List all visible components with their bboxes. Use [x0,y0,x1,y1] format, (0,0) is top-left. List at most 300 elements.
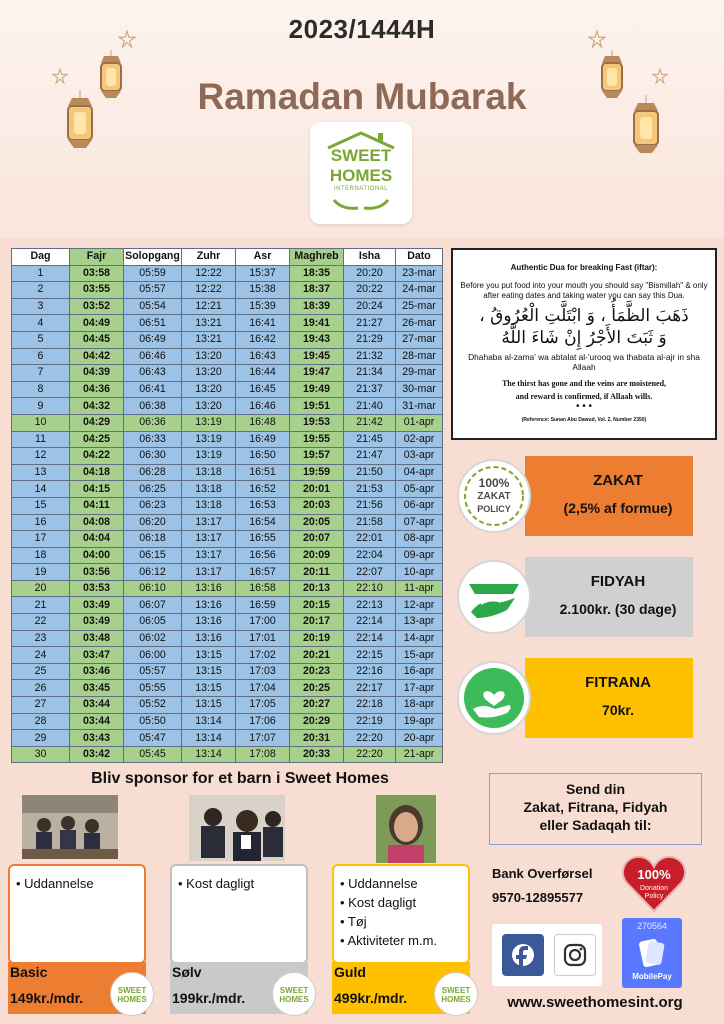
bowl-hand-icon [457,560,531,634]
table-cell: 6 [12,348,70,365]
table-cell: 16:43 [236,348,290,365]
table-cell: 03:44 [70,697,124,714]
table-cell: 23-mar [396,265,443,282]
table-cell: 17 [12,531,70,548]
table-cell: 03:56 [70,564,124,581]
table-cell: 03:53 [70,580,124,597]
zakat-badge-pct: 100% [478,476,510,490]
table-cell: 06:38 [124,398,182,415]
table-cell: 05-apr [396,481,443,498]
table-cell: 06:20 [124,514,182,531]
table-cell: 21:45 [344,431,396,448]
table-cell: 22:20 [344,730,396,747]
website-link[interactable]: www.sweethomesint.org [507,994,683,1011]
table-cell: 19:57 [290,448,344,465]
table-cell: 10 [12,414,70,431]
table-cell: 21:29 [344,331,396,348]
table-cell: 21:40 [344,398,396,415]
table-cell: 13:18 [182,481,236,498]
send-donation-box [489,773,702,845]
dua-translation-line: and reward is confirmed, if Allaah wills. [515,392,653,401]
table-cell: 20:03 [290,497,344,514]
tier-price: 199kr./mdr. [172,990,246,1006]
table-row [12,547,443,564]
sweet-homes-mini-logo [434,972,478,1016]
table-cell: 11 [12,431,70,448]
table-cell: 16:42 [236,331,290,348]
column-header: Maghreb [290,249,344,266]
policy-line: Policy [644,893,664,900]
table-cell: 20:05 [290,514,344,531]
column-header: Isha [344,249,396,266]
zakat-badge-policy: POLICY [477,504,511,514]
table-cell: 16:45 [236,381,290,398]
social-links [492,924,602,986]
table-cell: 04:39 [70,365,124,382]
table-cell: 19:49 [290,381,344,398]
facebook-icon[interactable] [502,934,544,976]
table-cell: 25 [12,663,70,680]
table-cell: 13:19 [182,448,236,465]
gold-tier-card[interactable] [332,864,470,964]
table-cell: 16:59 [236,597,290,614]
column-header: Zuhr [182,249,236,266]
table-cell: 06:46 [124,348,182,365]
table-cell: 04:11 [70,497,124,514]
dua-arabic-line: ذَهَبَ الظَّمَأُ ، وَ ابْتَلَّتِ الْعُرُوقُ ، [479,306,689,326]
heart-hand-icon [457,661,531,735]
table-cell: 17:01 [236,630,290,647]
table-row [12,680,443,697]
table-row [12,647,443,664]
table-cell: 20:09 [290,547,344,564]
table-cell: 21:32 [344,348,396,365]
table-cell: 13:17 [182,564,236,581]
fitrana-stripe [525,658,693,738]
table-cell: 9 [12,398,70,415]
mobilepay-icon [638,936,666,968]
bank-account[interactable]: 9570-12895577 [492,890,584,905]
tier-item: • Uddannelse [16,876,94,891]
sweet-homes-logo [310,122,412,224]
table-cell: 13:15 [182,697,236,714]
table-row [12,597,443,614]
girl-photo [376,795,436,863]
table-cell: 13:16 [182,597,236,614]
table-cell: 03:52 [70,298,124,315]
table-cell: 8 [12,381,70,398]
basic-tier-card[interactable] [8,864,146,964]
fidyah-label: FIDYAH [590,573,646,590]
table-cell: 21:50 [344,464,396,481]
table-cell: 15:38 [236,282,290,299]
fitrana-label: FITRANA [585,674,651,691]
year-title: 2023/1444H [288,14,436,44]
table-cell: 16:57 [236,564,290,581]
dua-translation-line: The thirst has gone and the veins are moistened, [501,379,667,388]
table-row [12,746,443,763]
table-cell: 30 [12,746,70,763]
table-cell: 13:19 [182,414,236,431]
table-cell: 01-apr [396,414,443,431]
table-cell: 04:15 [70,481,124,498]
table-cell: 04:04 [70,531,124,548]
table-cell: 20:20 [344,265,396,282]
table-cell: 13:20 [182,348,236,365]
table-cell: 13:16 [182,580,236,597]
schoolboys-photo [189,795,285,861]
table-cell: 10-apr [396,564,443,581]
table-cell: 03:42 [70,746,124,763]
table-cell: 03:44 [70,713,124,730]
table-cell: 22:19 [344,713,396,730]
table-cell: 19:55 [290,431,344,448]
table-cell: 17:03 [236,663,290,680]
table-cell: 03-apr [396,448,443,465]
table-cell: 20:19 [290,630,344,647]
tier-price: 149kr./mdr. [10,990,84,1006]
table-row [12,381,443,398]
table-cell: 31-mar [396,398,443,415]
table-header-row [12,249,443,266]
table-cell: 15-apr [396,647,443,664]
table-cell: 03:49 [70,614,124,631]
table-cell: 5 [12,331,70,348]
table-cell: 20:29 [290,713,344,730]
table-cell: 06:41 [124,381,182,398]
table-cell: 21-apr [396,746,443,763]
table-cell: 19:53 [290,414,344,431]
table-row [12,630,443,647]
table-cell: 22:10 [344,580,396,597]
table-cell: 17:08 [236,746,290,763]
table-cell: 19:41 [290,315,344,332]
table-cell: 04:29 [70,414,124,431]
table-cell: 06:12 [124,564,182,581]
table-cell: 06:18 [124,531,182,548]
table-cell: 22:16 [344,663,396,680]
table-cell: 18:37 [290,282,344,299]
table-cell: 21:37 [344,381,396,398]
table-cell: 16:46 [236,398,290,415]
table-row [12,315,443,332]
table-cell: 20:27 [290,697,344,714]
table-cell: 17-apr [396,680,443,697]
logo-text-international: INTERNATIONAL [333,186,389,192]
table-cell: 06:02 [124,630,182,647]
table-row [12,348,443,365]
table-cell: 06:51 [124,315,182,332]
table-cell: 20:25 [290,680,344,697]
table-cell: 16:51 [236,464,290,481]
table-cell: 06:00 [124,647,182,664]
table-cell: 19:59 [290,464,344,481]
table-cell: 21 [12,597,70,614]
table-cell: 22:15 [344,647,396,664]
table-cell: 13:20 [182,365,236,382]
table-cell: 20:13 [290,580,344,597]
table-row [12,414,443,431]
zakat-label: ZAKAT [593,472,643,489]
table-cell: 2 [12,282,70,299]
table-cell: 22:13 [344,597,396,614]
table-cell: 06:33 [124,431,182,448]
table-row [12,481,443,498]
table-cell: 06:07 [124,597,182,614]
table-cell: 05:57 [124,663,182,680]
table-cell: 03:47 [70,647,124,664]
table-cell: 16:41 [236,315,290,332]
table-cell: 12:22 [182,265,236,282]
instagram-icon[interactable] [554,934,596,976]
iftar-dua-box [451,248,717,440]
tier-item: • Tøj [340,914,367,929]
table-cell: 17:06 [236,713,290,730]
table-row [12,331,443,348]
table-cell: 25-mar [396,298,443,315]
table-cell: 30-mar [396,381,443,398]
table-cell: 08-apr [396,531,443,548]
dua-reference: (Reference: Sunan Abu Dawud, Vol. 2, Number 2350) [521,417,647,423]
tier-item: • Uddannelse [340,876,418,891]
zakat-stripe [525,456,693,536]
table-cell: 19-apr [396,713,443,730]
table-cell: 04:00 [70,547,124,564]
table-cell: 28-mar [396,348,443,365]
table-cell: 21:47 [344,448,396,465]
fidyah-panel [453,557,693,637]
mobilepay-number: 270564 [636,921,668,931]
table-cell: 22:07 [344,564,396,581]
table-cell: 26 [12,680,70,697]
bank-transfer-info [492,862,592,910]
table-cell: 13 [12,464,70,481]
page-title: Ramadan Mubarak [197,76,527,117]
dua-translation [459,377,709,403]
table-cell: 02-apr [396,431,443,448]
table-row [12,564,443,581]
table-cell: 04:18 [70,464,124,481]
table-cell: 06:05 [124,614,182,631]
table-cell: 16:49 [236,431,290,448]
table-cell: 04:08 [70,514,124,531]
tier-item: • Kost dagligt [340,895,417,910]
table-cell: 22:20 [344,746,396,763]
table-cell: 06:36 [124,414,182,431]
dua-arabic-line: وَ ثَبَتَ الأَجْرُ إِنْ شَاءَ اللَّهُ [501,328,667,348]
table-row [12,398,443,415]
tier-item: • Aktiviteter m.m. [340,933,438,948]
table-cell: 03:58 [70,265,124,282]
table-cell: 16:56 [236,547,290,564]
table-cell: 12-apr [396,597,443,614]
table-cell: 16:58 [236,580,290,597]
table-cell: 06-apr [396,497,443,514]
table-row [12,448,443,465]
table-cell: 05:55 [124,680,182,697]
column-header: Dato [396,249,443,266]
table-cell: 16 [12,514,70,531]
fitrana-panel [453,658,693,738]
dua-title: Authentic Dua for breaking Fast (iftar): [510,263,658,272]
column-header: Solopgang [124,249,182,266]
tier-price: 499kr./mdr. [334,990,408,1006]
hands-icon [332,196,390,212]
table-cell: 14 [12,481,70,498]
table-cell: 04:49 [70,315,124,332]
table-cell: 17:02 [236,647,290,664]
tier-name: Guld [334,964,366,980]
table-cell: 7 [12,365,70,382]
table-cell: 05:57 [124,282,182,299]
table-cell: 13:15 [182,680,236,697]
table-cell: 27-mar [396,331,443,348]
table-row [12,614,443,631]
table-cell: 21:53 [344,481,396,498]
table-cell: 13:15 [182,663,236,680]
table-cell: 28 [12,713,70,730]
send-line: eller Sadaqah til: [539,817,652,833]
table-cell: 04:22 [70,448,124,465]
table-cell: 20:17 [290,614,344,631]
table-cell: 13:19 [182,431,236,448]
table-row [12,497,443,514]
sweet-homes-mini-logo [110,972,154,1016]
table-cell: 21:56 [344,497,396,514]
prayer-timetable [11,248,443,763]
table-cell: 1 [12,265,70,282]
table-row [12,697,443,714]
table-cell: 03:55 [70,282,124,299]
table-cell: 13:14 [182,713,236,730]
tier-name: Basic [10,964,48,980]
table-cell: 06:25 [124,481,182,498]
table-cell: 15:39 [236,298,290,315]
table-cell: 14-apr [396,630,443,647]
table-cell: 16:53 [236,497,290,514]
table-cell: 13:20 [182,381,236,398]
send-line: Zakat, Fitrana, Fidyah [523,799,668,815]
table-row [12,431,443,448]
table-cell: 13:17 [182,547,236,564]
table-row [12,265,443,282]
table-cell: 04:36 [70,381,124,398]
table-cell: 06:49 [124,331,182,348]
table-cell: 15 [12,497,70,514]
table-cell: 07-apr [396,514,443,531]
table-cell: 20:01 [290,481,344,498]
table-cell: 20-apr [396,730,443,747]
mobilepay-badge[interactable] [622,918,682,988]
zakat-badge-word: ZAKAT [477,491,511,502]
table-cell: 21:42 [344,414,396,431]
table-cell: 23 [12,630,70,647]
table-cell: 19:47 [290,365,344,382]
table-row [12,531,443,548]
table-cell: 15:37 [236,265,290,282]
table-cell: 05:50 [124,713,182,730]
table-cell: 29 [12,730,70,747]
table-cell: 22:14 [344,614,396,631]
heart-hand-graphic [459,663,529,733]
header-banner [0,0,724,238]
table-cell: 13:14 [182,730,236,747]
table-cell: 20:11 [290,564,344,581]
table-cell: 21:27 [344,315,396,332]
policy-pct: 100% [637,867,671,882]
send-line: Send din [565,781,626,797]
table-cell: 16:52 [236,481,290,498]
table-cell: 20:33 [290,746,344,763]
table-cell: 20 [12,580,70,597]
table-cell: 06:23 [124,497,182,514]
table-cell: 06:15 [124,547,182,564]
table-cell: 16:50 [236,448,290,465]
table-cell: 13:15 [182,647,236,664]
table-cell: 21:34 [344,365,396,382]
table-cell: 13:17 [182,514,236,531]
mini-logo-text: HOMES [117,995,147,1004]
table-cell: 20:15 [290,597,344,614]
table-cell: 17:00 [236,614,290,631]
silver-tier-card[interactable] [170,864,308,964]
table-cell: 20:23 [290,663,344,680]
table-row [12,713,443,730]
table-cell: 16-apr [396,663,443,680]
donation-policy-heart-icon [621,853,687,913]
table-cell: 20:07 [290,531,344,548]
classroom-photo [22,795,118,859]
zakat-policy-icon [457,459,531,533]
policy-line: Donation [639,885,669,892]
table-cell: 12:22 [182,282,236,299]
table-cell: 18:35 [290,265,344,282]
table-cell: 05:45 [124,746,182,763]
table-cell: 22 [12,614,70,631]
table-cell: 09-apr [396,547,443,564]
table-cell: 22:04 [344,547,396,564]
instagram-glyph [555,935,595,975]
mini-logo-text: SWEET [117,986,147,995]
table-cell: 4 [12,315,70,332]
table-cell: 3 [12,298,70,315]
dua-intro: Before you put food into your mouth you should say "Bismillah" & only after eating dates and taking water you can say this Dua. [460,281,708,300]
table-cell: 05:59 [124,265,182,282]
logo-text-sweet: SWEET [330,146,392,165]
table-cell: 13-apr [396,614,443,631]
table-cell: 16:55 [236,531,290,548]
table-cell: 03:45 [70,680,124,697]
table-cell: 04:32 [70,398,124,415]
table-row [12,298,443,315]
table-cell: 13:16 [182,630,236,647]
table-cell: 19:45 [290,348,344,365]
table-cell: 04:42 [70,348,124,365]
table-cell: 05:52 [124,697,182,714]
table-cell: 13:16 [182,614,236,631]
table-row [12,730,443,747]
table-cell: 13:20 [182,398,236,415]
table-cell: 19 [12,564,70,581]
dua-transliteration: Dhahaba al-zama' wa abtalat al-'urooq wa thabata al-ajr in sha Allaah [468,352,700,372]
table-cell: 20:21 [290,647,344,664]
dua-dots: • • • [575,401,593,412]
table-cell: 13:21 [182,315,236,332]
table-cell: 11-apr [396,580,443,597]
table-cell: 06:28 [124,464,182,481]
table-cell: 16:44 [236,365,290,382]
table-cell: 18:39 [290,298,344,315]
